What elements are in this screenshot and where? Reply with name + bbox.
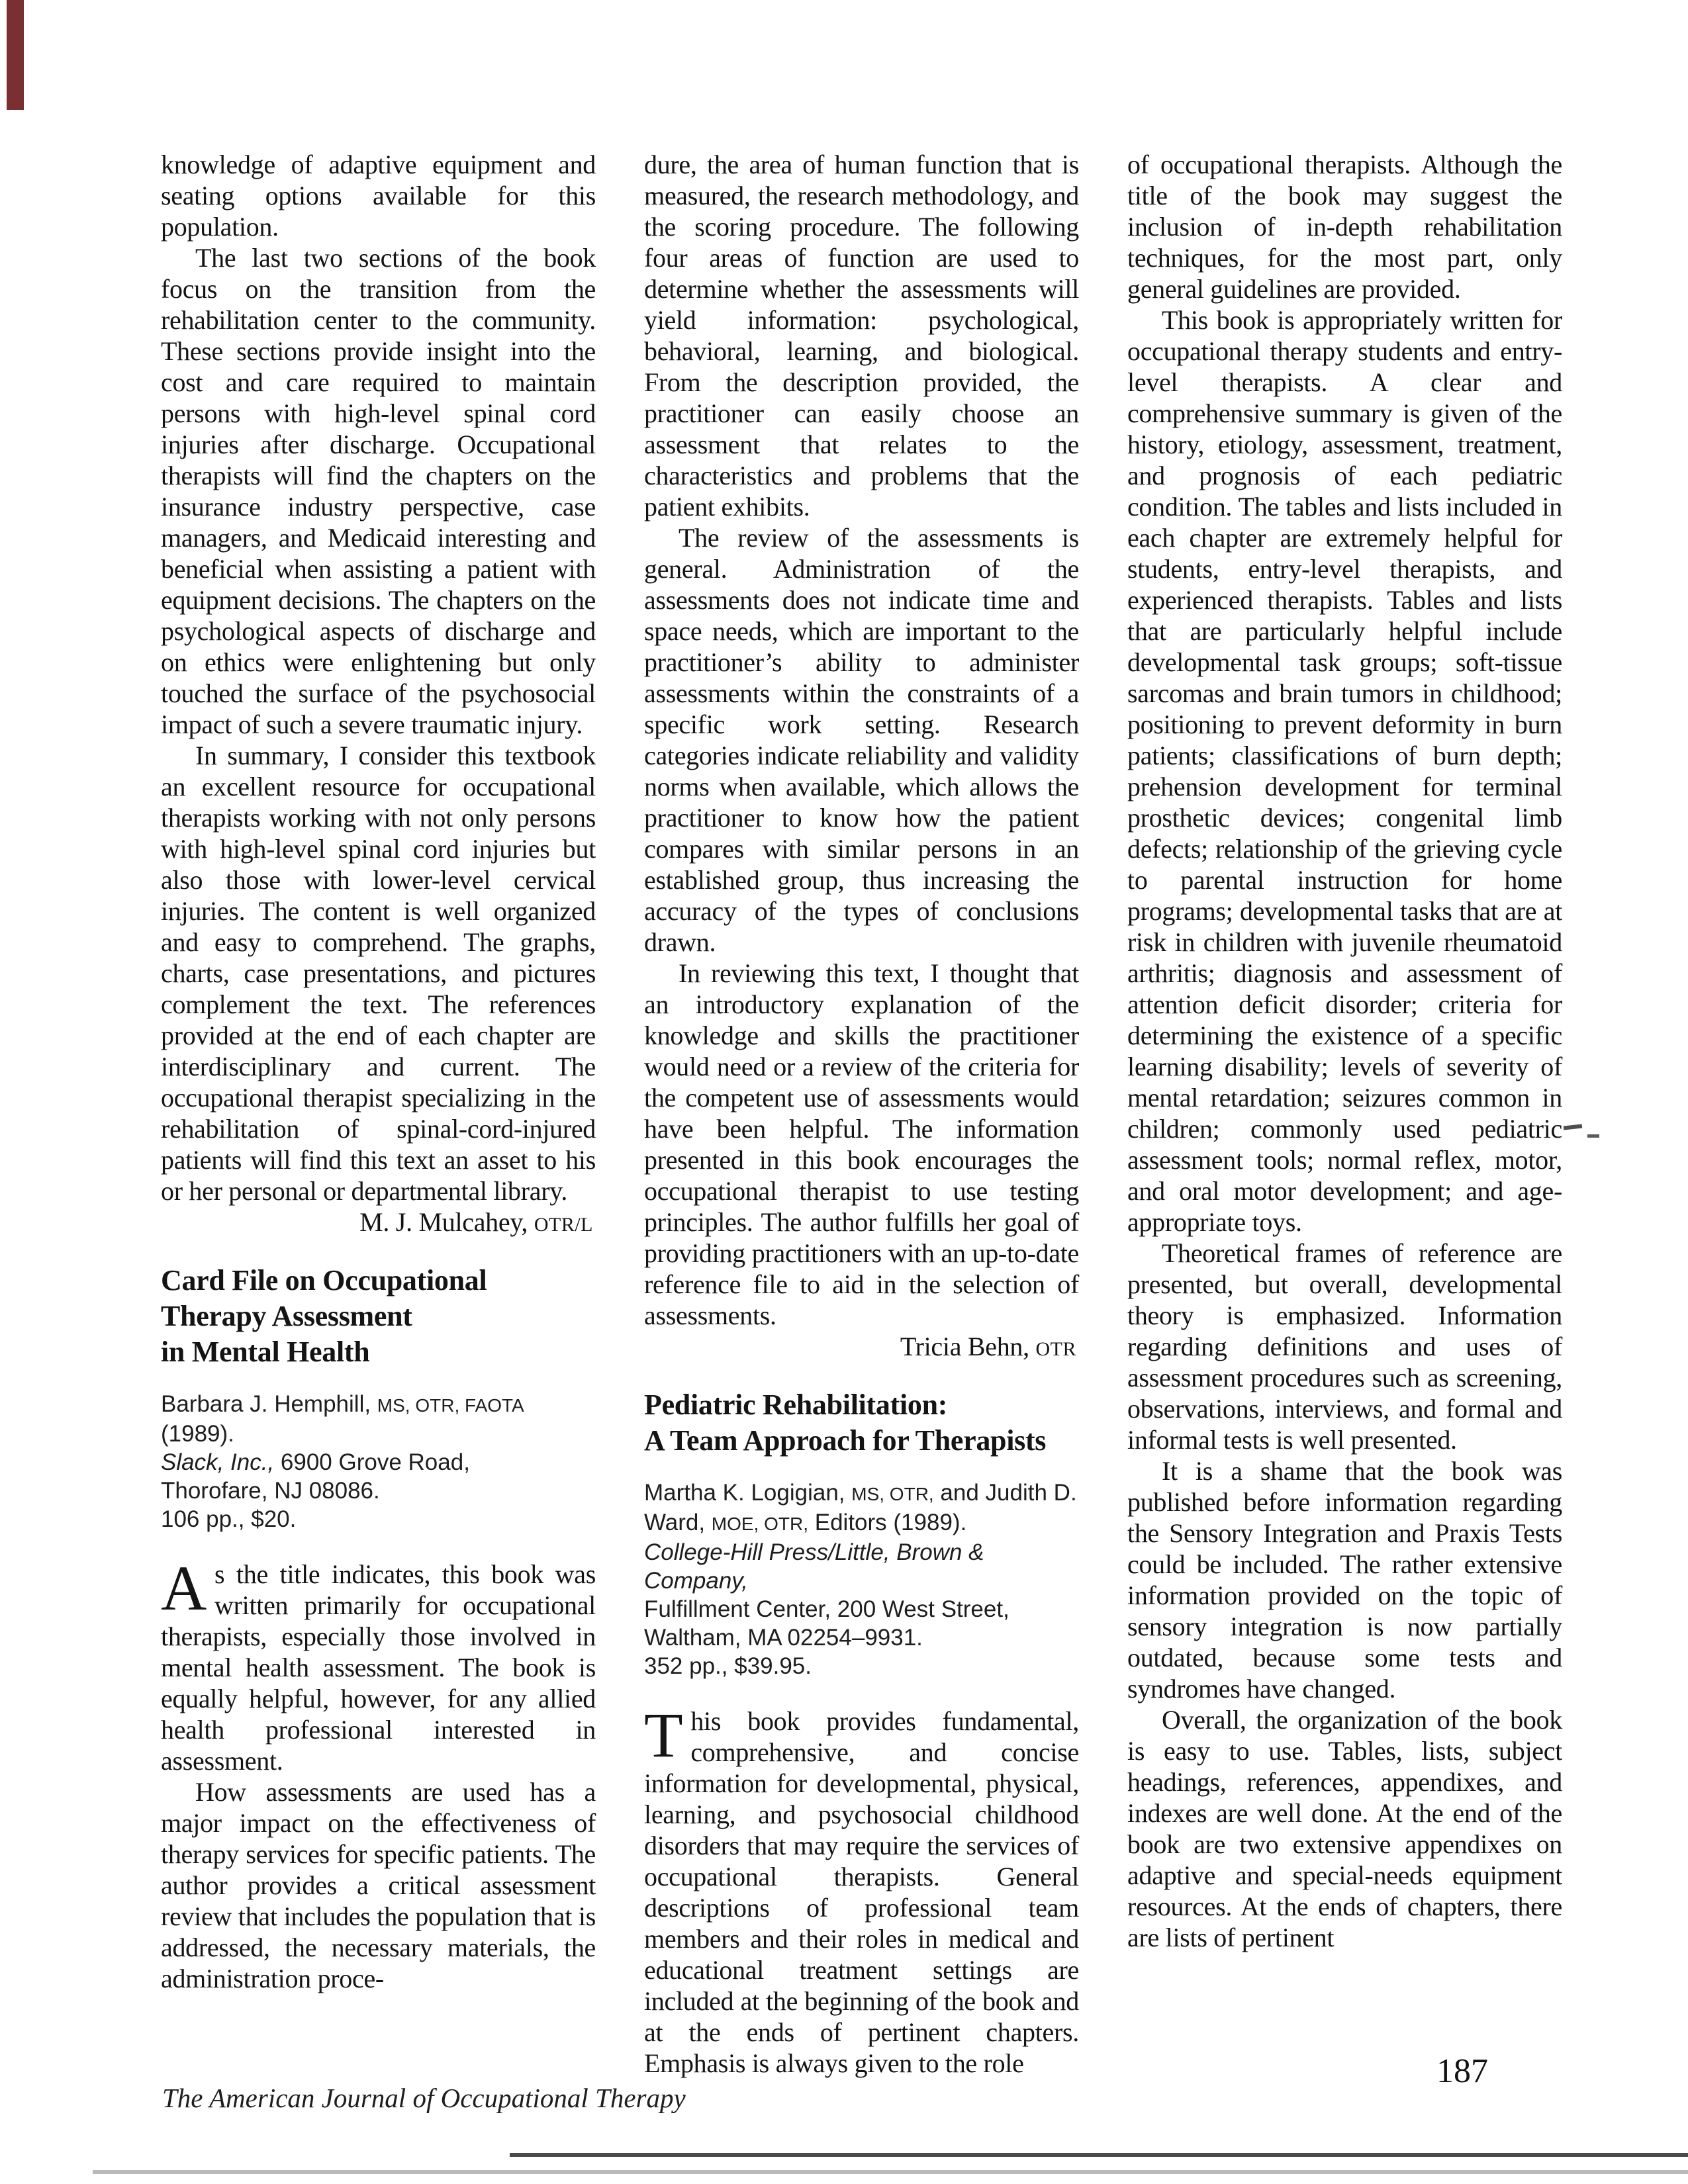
citation-publisher xyxy=(161,1448,596,1477)
scan-artifact-dash xyxy=(1587,1134,1599,1138)
heading-line: A Team Approach for Therapists xyxy=(644,1424,1047,1457)
citation-address: Thorofare, NJ 08086. xyxy=(161,1478,380,1504)
book-title-heading xyxy=(644,1387,1079,1459)
reviewer-signature xyxy=(644,1331,1079,1365)
body-paragraph: It is a shame that the book was published before information regarding the Sensory Integration and Praxis Tests could be included. The rather extensive information provided on the topic of sensory integration is now partially outdated, because some tests and syndromes have changed. xyxy=(1127,1456,1562,1704)
reviewer-name: M. J. Mulcahey, xyxy=(359,1207,534,1237)
citation-address: Fulfillment Center, 200 West Street, xyxy=(644,1596,1009,1622)
body-paragraph: This book is appropriately written for occupational therapy students and entry-level therapists. A clear and comprehensive summary is given of the history, etiology, assessment, treatment, and prognosis of each pediatric condition. The tables and lists included in each chapter are extremely helpful for students, entry-level therapists, and experienced therapists. Tables and lists that are particularly helpful include developmental task groups; soft-tissue sarcomas and brain tumors in childhood; positioning to prevent deformity in burn patients; classifications of burn depth; prehension development for terminal prosthetic devices; congenital limb defects; relationship of the grieving cycle to parental instruction for home programs; developmental tasks that are at risk in children with juvenile rheumatoid arthritis; diagnosis and assessment of attention deficit disorder; criteria for determining the existence of a specific learning disability; levels of severity of mental retardation; seizures common in children; commonly used pediatric assessment tools; normal reflex, motor, and oral motor development; and age-appropriate toys. xyxy=(1127,305,1562,1237)
heading-line: Card File on Occupational xyxy=(161,1264,487,1297)
citation-author-name: Ward, xyxy=(644,1510,712,1535)
scan-artifact-red-bar xyxy=(7,0,24,110)
citation-pages-price: 352 pp., $39.95. xyxy=(644,1653,812,1679)
column-1 xyxy=(161,149,596,1994)
citation-author-credentials: MS, OTR, xyxy=(851,1484,934,1504)
citation-author-credentials: MS, OTR, FAOTA xyxy=(377,1395,524,1416)
paragraph-text: s the title indicates, this book was written primarily for occupational therapists, especially those involved in mental health assessment. The book is equally helpful, however, for any allied health professional interested in assessment. xyxy=(161,1559,596,1776)
reviewer-signature xyxy=(161,1206,596,1240)
citation-editors-year: Editors (1989). xyxy=(808,1510,967,1535)
dropcap-letter: T xyxy=(644,1700,683,1770)
scan-artifact-bottom-line-dark xyxy=(510,2153,1688,2157)
body-paragraph: The last two sections of the book focus on the transition from the rehabilitation center to the community. These sections provide insight into the cost and care required to maintain persons with high-level spinal cord injuries after discharge. Occupational therapists will find the chapters on the insurance industry perspective, case managers, and Medicaid interesting and beneficial when assisting a patient with equipment decisions. The chapters on the psychological aspects of discharge and on ethics were enlightening but only touched the surface of the psychosocial impact of such a severe traumatic injury. xyxy=(161,243,596,739)
body-paragraph: dure, the area of human function that is measured, the research methodology, and the scoring procedure. The following four areas of function are used to determine whether the assessments will yield information: psychological, behavioral, learning, and biological. From the description provided, the practitioner can easily choose an assessment that relates to the characteristics and problems that the patient exhibits. xyxy=(644,150,1079,522)
footer-journal-title: The American Journal of Occupational Therapy xyxy=(162,2083,686,2113)
citation-publisher: College-Hill Press/Little, Brown & Company, xyxy=(644,1539,984,1594)
page-number: 187 xyxy=(1436,2052,1488,2090)
book-citation xyxy=(161,1390,596,1533)
citation-address: Waltham, MA 02254–9931. xyxy=(644,1625,923,1651)
column-2 xyxy=(644,149,1079,2079)
book-citation xyxy=(644,1479,1079,1680)
body-paragraph: In summary, I consider this textbook an excellent resource for occupational therapists working with not only persons with high-level spinal cord injuries but also those with lower-level cervical injuries. The content is well organized and easy to comprehend. The graphs, charts, case presentations, and pictures complement the text. The references provided at the end of each chapter are interdisciplinary and current. The occupational therapist specializing in the rehabilitation of spinal-cord-injured patients will find this text an asset to his or her personal or departmental library. xyxy=(161,741,596,1206)
heading-line: Pediatric Rehabilitation: xyxy=(644,1388,948,1421)
body-paragraph: Overall, the organization of the book is easy to use. Tables, lists, subject headings, references, appendixes, and indexes are well done. At the end of the book are two extensive appendixes on adaptive and special-needs equipment resources. At the ends of chapters, there are lists of pertinent xyxy=(1127,1705,1562,1952)
body-paragraph: The review of the assessments is general. Administration of the assessments does not indicate time and space needs, which are important to the practitioner’s ability to administer assessments within the constraints of a specific work setting. Research categories indicate reliability and validity norms when available, which allows the practitioner to know how the patient compares with similar persons in an established group, thus increasing the accuracy of the types of conclusions drawn. xyxy=(644,523,1079,957)
book-title-heading xyxy=(161,1263,596,1370)
citation-author-cont: and Judith D. xyxy=(933,1480,1077,1506)
paragraph-text: his book provides fundamental, comprehensive, and concise information for developmental, physical, learning, and psychosocial childhood disorders that may require the services of occupational therapists. General descriptions of professional team members and their roles in medical and educational treatment settings are included at the beginning of the book and at the ends of pertinent chapters. Emphasis is always given to the role xyxy=(644,1706,1079,2078)
heading-line: in Mental Health xyxy=(161,1336,370,1368)
column-3 xyxy=(1127,149,1562,1953)
citation-author-name: Martha K. Logigian, xyxy=(644,1480,852,1506)
scan-artifact-dash xyxy=(1564,1124,1582,1130)
reviewer-credential: OTR xyxy=(1035,1338,1076,1360)
citation-pages-price: 106 pp., $20. xyxy=(161,1506,297,1532)
citation-author xyxy=(644,1479,1079,1508)
citation-author-credentials: MOE, OTR, xyxy=(711,1514,809,1534)
citation-author-year: (1989). xyxy=(161,1421,234,1447)
citation-publisher-name: Slack, Inc., xyxy=(161,1449,275,1475)
reviewer-name: Tricia Behn, xyxy=(900,1332,1036,1361)
body-paragraph: In reviewing this text, I thought that an introductory explanation of the knowledge and skills the practitioner would need or a review of the criteria for the competent use of assessments would have been helpful. The information presented in this book encourages the occupational therapist to use testing principles. The author fulfills her goal of providing practitioners with an up-to-date reference file to aid in the selection of assessments. xyxy=(644,958,1079,1330)
citation-author-name: Barbara J. Hemphill, xyxy=(161,1391,377,1417)
dropcap-letter: A xyxy=(161,1553,207,1623)
heading-line: Therapy Assessment xyxy=(161,1300,412,1332)
scan-artifact-bottom-line-light xyxy=(93,2170,1688,2174)
body-paragraph: knowledge of adaptive equipment and seating options available for this population. xyxy=(161,150,596,242)
citation-publisher-street: 6900 Grove Road, xyxy=(274,1449,470,1475)
body-paragraph-dropcap xyxy=(644,1700,1079,2079)
citation-author xyxy=(644,1508,1079,1538)
body-paragraph-dropcap xyxy=(161,1553,596,1776)
body-paragraph: How assessments are used has a major impact on the effectiveness of therapy services for specific patients. The author provides a critical assessment review that includes the population that is addressed, the necessary materials, the administration proce- xyxy=(161,1777,596,1993)
body-paragraph: of occupational therapists. Although the title of the book may suggest the inclusion of in-depth rehabilitation techniques, for the most part, only general guidelines are provided. xyxy=(1127,150,1562,304)
citation-author xyxy=(161,1390,596,1448)
reviewer-credential: OTR/L xyxy=(534,1214,593,1236)
body-paragraph: Theoretical frames of reference are presented, but overall, developmental theory is emphasized. Information regarding definitions and uses of assessment procedures such as screening, observations, interviews, and formal and informal tests is well presented. xyxy=(1127,1238,1562,1455)
